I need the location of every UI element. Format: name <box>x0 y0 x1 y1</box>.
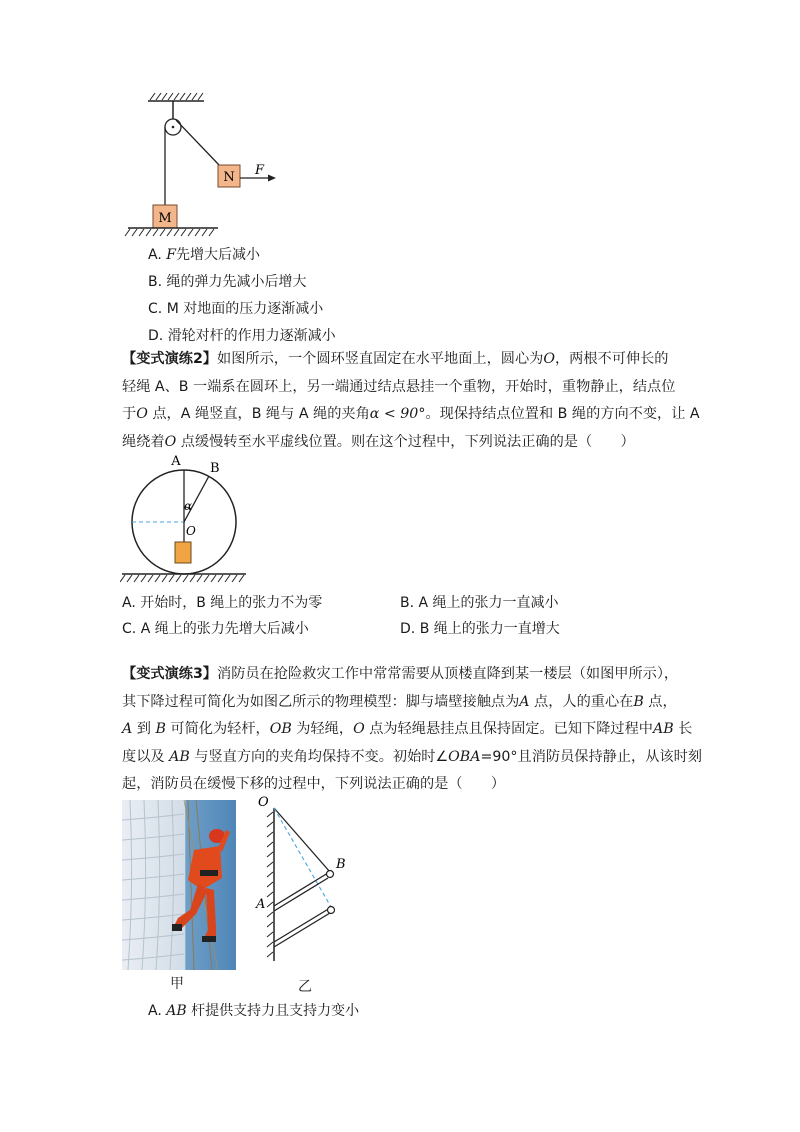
q3-option-a[interactable]: A. AB 杆提供支持力且支持力变小 <box>148 1003 360 1019</box>
label-a: A <box>171 454 181 469</box>
q1-option-c[interactable]: C. M 对地面的压力逐渐减小 <box>148 301 324 317</box>
model-caption: 乙 <box>298 979 312 995</box>
label-b: B <box>210 461 220 476</box>
label-f: F <box>255 163 265 178</box>
q1-option-d[interactable]: D. 滑轮对杆的作用力逐渐减小 <box>148 328 336 344</box>
rod-rope-model <box>250 796 360 966</box>
q2-stem: 【变式演练2】如图所示，一个圆环竖直固定在水平地面上，圆心为O，两根不可伸长的 轻绳 A、B 一端系在圆环上，另一端通过结点悬挂一个重物，开始时，重物静止，结点位 于O 点，A 绳竖直，B 绳与 A 绳的夹角α < 90°。现保持结点位置和 B 绳的方向不变，让 A 绳绕着O 点缓慢转至水平虚线位置。则在这个过程中，下列说法正确的是（ ） <box>122 351 700 450</box>
label-n: N <box>223 170 235 185</box>
q2-option-c[interactable]: C. A 绳上的张力先增大后减小 <box>122 621 309 637</box>
label-o: O <box>186 524 196 538</box>
q1-option-a[interactable]: A. F先增大后减小 <box>148 247 260 263</box>
q3-header: 【变式演练3】 <box>122 666 217 682</box>
photo-caption: 甲 <box>170 976 184 992</box>
label-o: O <box>258 796 269 810</box>
q2-option-b[interactable]: B. A 绳上的张力一直减小 <box>400 595 559 611</box>
label-m: M <box>158 211 172 226</box>
q3-stem: 【变式演练3】消防员在抢险救灾工作中常常需要从顶楼直降到某一楼层（如图甲所示）， 其下降过程可简化为如图乙所示的物理模型：脚与墙壁接触点为A 点，人的重心在B 点， A 到 B 可简化为轻杆，OB 为轻绳，O 点为轻绳悬挂点且保持固定。已知下降过程中AB 长 度以及 AB 与竖直方向的夹角均保持不变。初始时∠OBA=90°且消防员保持静止，从该时刻 起，消防员在缓慢下移的过程中，下列说法正确的是（ ） <box>122 666 702 792</box>
pulley-figure <box>120 92 290 240</box>
q2-option-d[interactable]: D. B 绳上的张力一直增大 <box>400 621 560 637</box>
ring-figure <box>120 452 252 586</box>
label-alpha: α <box>184 499 193 513</box>
hanging-weight <box>175 542 191 563</box>
label-b: B <box>336 857 346 872</box>
q1-option-b[interactable]: B. 绳的弹力先减小后增大 <box>148 274 307 290</box>
label-a: A <box>256 897 266 912</box>
firefighter-photo <box>122 800 236 970</box>
q2-option-a[interactable]: A. 开始时，B 绳上的张力不为零 <box>122 595 323 611</box>
q2-header: 【变式演练2】 <box>122 351 217 367</box>
